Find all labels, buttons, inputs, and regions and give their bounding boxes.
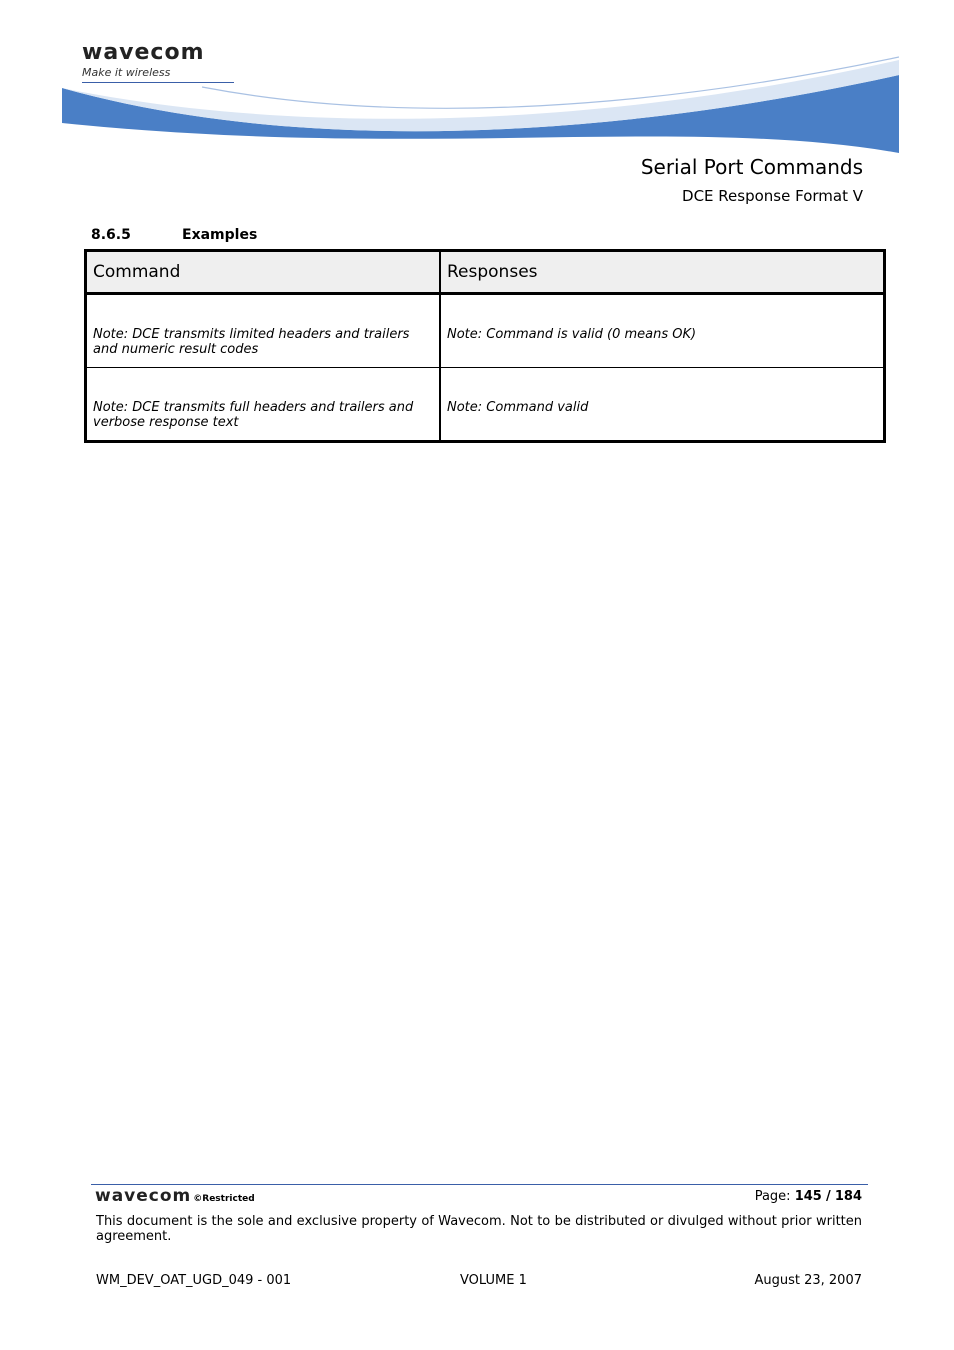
table-row	[86, 368, 885, 442]
subsection-title: Examples	[182, 227, 258, 243]
subsection-heading	[91, 227, 257, 243]
volume-label: VOLUME 1	[460, 1273, 527, 1288]
table-cell	[86, 368, 441, 442]
page-total: 184	[834, 1189, 862, 1204]
restricted-label: ©Restricted	[193, 1194, 255, 1204]
wavecom-logo-text: wavecom	[95, 1186, 192, 1206]
command-note: Note: DCE transmits full headers and trailers and verbose response text	[93, 400, 414, 430]
page-separator: /	[825, 1189, 831, 1204]
footer-disclaimer: This document is the sole and exclusive property of Wavecom. Not to be distributed or divulged without prior written agreement.	[96, 1214, 862, 1244]
page-label: Page:	[754, 1189, 791, 1204]
table-row	[86, 294, 885, 368]
page-current: 145	[794, 1189, 822, 1204]
section-title: DCE Response Format V	[682, 187, 863, 205]
column-header-command: Command	[86, 251, 441, 294]
table-cell	[440, 294, 885, 368]
table-header-row	[86, 251, 885, 294]
response-note: Note: Command valid	[447, 400, 589, 415]
wavecom-logo-text: wavecom	[82, 40, 205, 65]
footer-logo	[95, 1185, 255, 1207]
table-cell	[86, 294, 441, 368]
command-note: Note: DCE transmits limited headers and trailers and numeric result codes	[93, 327, 410, 357]
examples-table	[84, 249, 886, 443]
document-id: WM_DEV_OAT_UGD_049 - 001	[96, 1273, 292, 1288]
page-number	[755, 1189, 862, 1204]
header-swoosh-graphic	[62, 55, 899, 155]
logo-tagline: Make it wireless	[82, 66, 234, 83]
subsection-number: 8.6.5	[91, 227, 131, 243]
response-note: Note: Command is valid (0 means OK)	[447, 327, 697, 342]
chapter-title: Serial Port Commands	[640, 155, 863, 179]
document-date: August 23, 2007	[754, 1273, 862, 1288]
table-cell	[440, 368, 885, 442]
column-header-responses: Responses	[440, 251, 885, 294]
